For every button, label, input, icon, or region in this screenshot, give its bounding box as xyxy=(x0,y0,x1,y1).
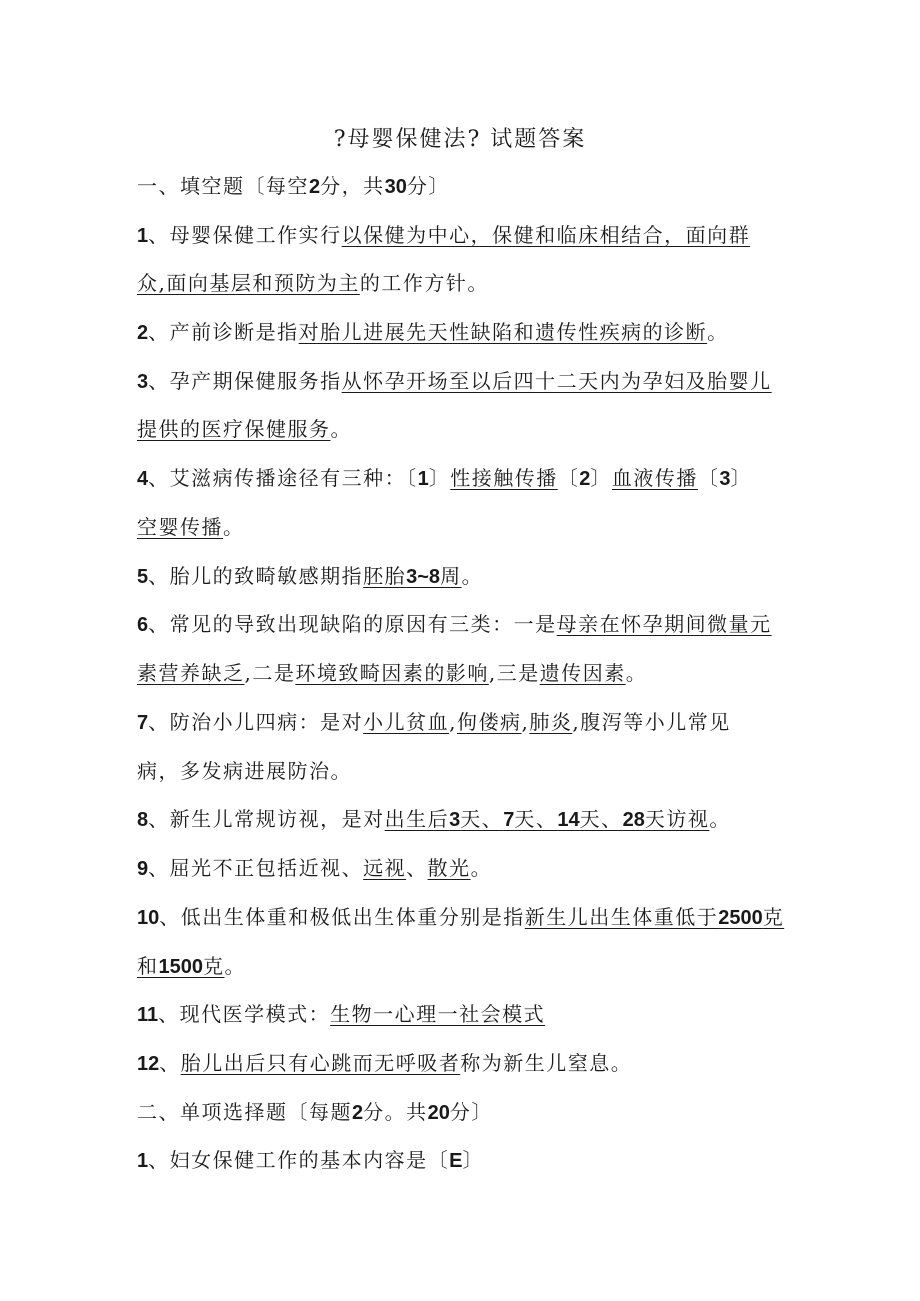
q12-answer: 胎儿出后只有心跳而无呼吸者 xyxy=(180,1051,461,1075)
mc1-answer: E xyxy=(449,1150,463,1172)
q3-line1: 3、孕产期保健服务指从怀孕开场至以后四十二天内为孕妇及胎婴儿 xyxy=(137,369,772,393)
q7-line1: 7、防治小儿四病：是对小儿贫血,佝偻病,肺炎,腹泻等小儿常见 xyxy=(137,710,731,734)
q6-line1: 6、常见的导致出现缺陷的原因有三类：一是母亲在怀孕期间微量元 xyxy=(137,612,772,636)
q3-answer-part1: 从怀孕开场至以后四十二天内为孕妇及胎婴儿 xyxy=(341,369,772,393)
q8-line: 8、新生儿常规访视，是对出生后3天、7天、14天、28天访视。 xyxy=(137,807,731,831)
q5-answer: 胚胎3~8周 xyxy=(363,564,462,588)
q8-answer: 出生后3天、7天、14天、28天访视 xyxy=(384,807,710,831)
q6-answer-3: 遗传因素 xyxy=(539,661,626,685)
q1-line1: 1、母婴保健工作实行以保健为中心，保健和临床相结合，面向群 xyxy=(137,223,751,247)
q10-line2: 和1500克。 xyxy=(137,954,246,978)
q7-answer-2: 佝偻病 xyxy=(456,710,522,734)
q9-answer-1: 远视 xyxy=(363,856,407,880)
q3-line2: 提供的医疗保健服务。 xyxy=(137,417,352,441)
q11-answer: 生物一心理一社会模式 xyxy=(330,1002,546,1026)
q10-answer-part1: 新生儿出生体重低于2500克 xyxy=(524,905,785,929)
q5-line: 5、胎儿的致畸敏感期指胚胎3~8周。 xyxy=(137,564,484,588)
q4-line1: 4、艾滋病传播途径有三种：〔1〕性接触传播〔2〕血液传播〔3〕 xyxy=(137,466,752,490)
q3-answer-part2: 提供的医疗保健服务 xyxy=(137,417,331,441)
q4-answer-2: 血液传播 xyxy=(611,466,698,490)
section2-heading: 二、单项选择题〔每题2分。共20分〕 xyxy=(137,1100,493,1124)
q12-line: 12、胎儿出后只有心跳而无呼吸者称为新生儿窒息。 xyxy=(137,1051,633,1075)
q6-line2: 素营养缺乏,二是环境致畸因素的影响,三是遗传因素。 xyxy=(137,661,648,685)
q1-answer-part2: 众,面向基层和预防为主 xyxy=(137,271,360,295)
q11-line: 11、现代医学模式：生物一心理一社会模式 xyxy=(137,1002,546,1026)
q7-answer-3: 肺炎 xyxy=(529,710,573,734)
q4-line2: 空婴传播。 xyxy=(137,515,245,539)
q1-answer-part1: 以保健为中心，保健和临床相结合，面向群 xyxy=(341,223,751,247)
mc1-line: 1、妇女保健工作的基本内容是〔E〕 xyxy=(137,1148,484,1172)
q7-answer-1: 小儿贫血 xyxy=(363,710,450,734)
q6-answer-2: 环境致畸因素的影响 xyxy=(295,661,489,685)
document-title: ?母婴保健法? 试题答案 xyxy=(333,127,587,152)
q7-line2: 病，多发病进展防治。 xyxy=(137,759,352,783)
q2-line: 2、产前诊断是指对胎儿进展先天性缺陷和遗传性疾病的诊断。 xyxy=(137,320,729,344)
q10-answer-part2: 和1500克 xyxy=(137,954,225,978)
q4-answer-1: 性接触传播 xyxy=(450,466,558,490)
section1-heading: 一、填空题〔每空2分，共30分〕 xyxy=(137,174,450,198)
q9-answer-2: 散光 xyxy=(427,856,471,880)
q10-line1: 10、低出生体重和极低出生体重分别是指新生儿出生体重低于2500克 xyxy=(137,905,785,929)
q6-answer-1-part2: 素营养缺乏 xyxy=(137,661,245,685)
q6-answer-1-part1: 母亲在怀孕期间微量元 xyxy=(556,612,772,636)
q2-answer: 对胎儿进展先天性缺陷和遗传性疾病的诊断 xyxy=(298,320,708,344)
q1-line2: 众,面向基层和预防为主的工作方针。 xyxy=(137,271,489,295)
q4-answer-3: 空婴传播 xyxy=(137,515,223,539)
q9-line: 9、屈光不正包括近视、远视、散光。 xyxy=(137,856,493,880)
